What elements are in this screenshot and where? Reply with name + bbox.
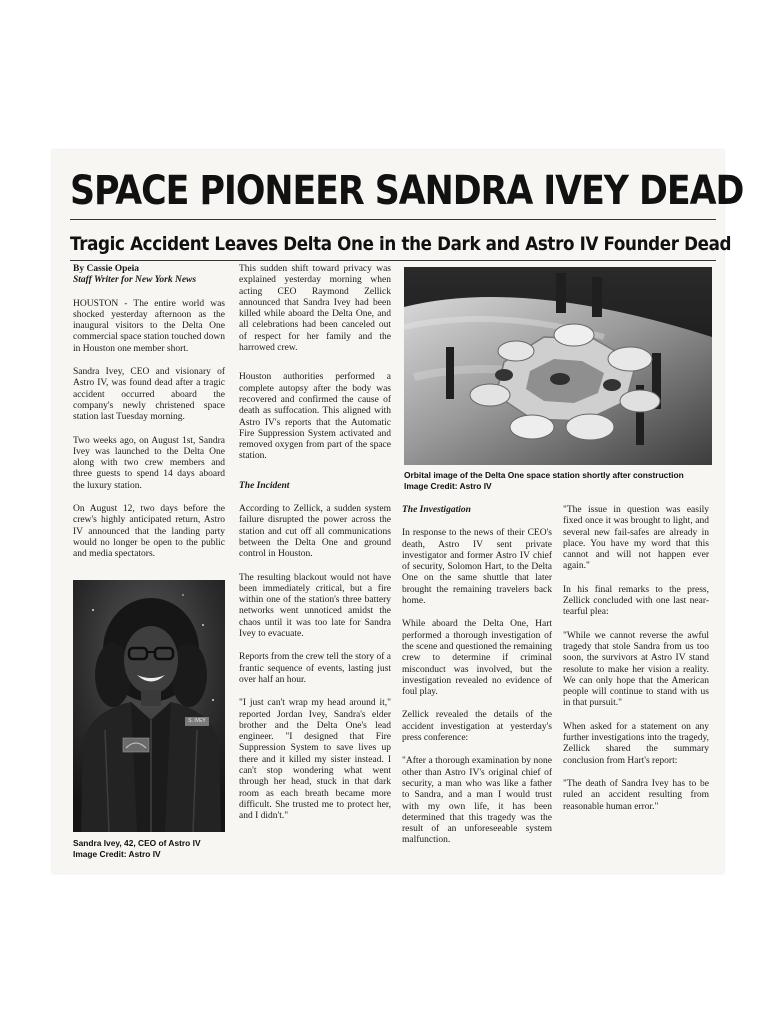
subheadline: Tragic Accident Leaves Delta One in the Dark and Astro IV Founder Dead: [70, 233, 732, 255]
station-illustration: [404, 267, 712, 465]
headline: SPACE PIONEER SANDRA IVEY DEAD: [70, 168, 744, 214]
paragraph: According to Zellick, a sudden system failure disrupted the power across the station and cut off all communications between the Delta One and ground control in Houston.: [239, 504, 391, 560]
paragraph: "After a thorough examination by none other than Astro IV's original chief of security, a man who was like a father to Sandra, and a man I would trust with my own life, it has been determined that this tragedy was the result of an unforeseeable system malfunction.: [402, 756, 552, 846]
station-caption-line-2: Image Credit: Astro IV: [404, 480, 492, 491]
paragraph: Two weeks ago, on August 1st, Sandra Ivey was launched to the Delta One along with two crew members and three guests to spend 14 days aboard the luxury station.: [73, 435, 225, 491]
portrait-caption: [73, 838, 243, 859]
article-column-4: [563, 505, 709, 825]
section-heading-investigation: The Investigation: [402, 505, 471, 515]
paragraph: Houston authorities performed a complete autopsy after the body was recovered and confirmed the cause of death as suffocation. This aligned with Astro IV's reports that the Automatic Fire Suppression System activated and removed oxygen from part of the space station.: [239, 372, 391, 462]
paragraph: In his final remarks to the press, Zellick concluded with one last near-tearful plea:: [563, 584, 709, 618]
paragraph: Sandra Ivey, CEO and visionary of Astro IV, was found dead after a tragic accident occurred aboard the company's newly christened space station last Tuesday morning.: [73, 367, 225, 423]
station-caption: [404, 470, 714, 491]
paragraph: "While we cannot reverse the awful tragedy that stole Sandra from us too soon, the survivors at Astro IV stand resolute to make her vision a reality. We can only hope that the American people will continue to stand with us in that pursuit.": [563, 630, 709, 709]
byline-role: Staff Writer for New York News: [73, 275, 197, 286]
paragraph: When asked for a statement on any further investigations into the tragedy, Zellick shared the summary conclusion from Hart's report:: [563, 721, 709, 766]
portrait-caption-line-2: Image Credit: Astro IV: [73, 848, 161, 859]
paragraph: This sudden shift toward privacy was explained yesterday morning when acting CEO Raymond Zellick announced that Sandra Ivey had been killed while aboard the Delta One, and all celebrations had been canceled out of respect for her family and the harrowed crew.: [239, 264, 391, 354]
byline-author: By Cassie Opeia: [73, 264, 139, 274]
paragraph: "I just can't wrap my head around it," reported Jordan Ivey, Sandra's elder brother and the Delta One's lead engineer. "I designed that Fire Suppression System to save lives up there and it killed my sister instead. I can't stop wondering what went through her head, stuck in that dark room as each breath became more difficult. She trusted me to protect her, and I didn't.": [239, 698, 391, 822]
station-caption-line-1: Orbital image of the Delta One space station shortly after construction: [404, 470, 684, 480]
paragraph: The resulting blackout would not have been immediately critical, but a fire within one of the station's three battery networks went unnoticed amidst the chaos until it was too late for Sandra Ivey to evacuate.: [239, 572, 391, 640]
paragraph: Zellick revealed the details of the accident investigation at yesterday's press conference:: [402, 710, 552, 744]
section-heading-incident: The Incident: [239, 480, 290, 491]
paragraph: Reports from the crew tell the story of a frantic sequence of events, lasting just over half an hour.: [239, 652, 391, 685]
article-column-1: [73, 264, 225, 573]
portrait-photo: [73, 580, 225, 832]
station-photo: [404, 267, 712, 465]
headline-rule: [70, 219, 716, 220]
article-column-2: [239, 264, 391, 834]
paragraph: "The issue in question was easily fixed once it was brought to light, and several new fail-safes are already in place. You have my word that this cannot and will not happen ever again.": [563, 505, 709, 572]
paragraph: While aboard the Delta One, Hart performed a thorough investigation of the scene and questioned the remaining crew to determine if criminal misconduct was involved, but the investigation revealed no evidence of foul play.: [402, 619, 552, 698]
paragraph: On August 12, two days before the crew's highly anticipated return, Astro IV announced that the landing party would no longer be open to the public and media spectators.: [73, 504, 225, 560]
paragraph: In response to the news of their CEO's death, Astro IV sent private investigator and former Astro IV chief of security, Solomon Hart, to the Delta One on the same shuttle that later brought the remaining travelers back home.: [402, 528, 552, 607]
article-column-3: [402, 505, 552, 859]
portrait-caption-line-1: Sandra Ivey, 42, CEO of Astro IV: [73, 838, 201, 848]
suit-name-tag: S. IVEY: [188, 718, 206, 724]
paragraph: "The death of Sandra Ivey has to be ruled an accident resulting from reasonable human error.": [563, 778, 709, 812]
subheadline-rule: [70, 260, 716, 261]
paragraph: HOUSTON - The entire world was shocked yesterday afternoon as the inaugural visitors to the Delta One commercial space station touched down in Houston one member short.: [73, 298, 225, 354]
portrait-illustration: [73, 580, 225, 832]
